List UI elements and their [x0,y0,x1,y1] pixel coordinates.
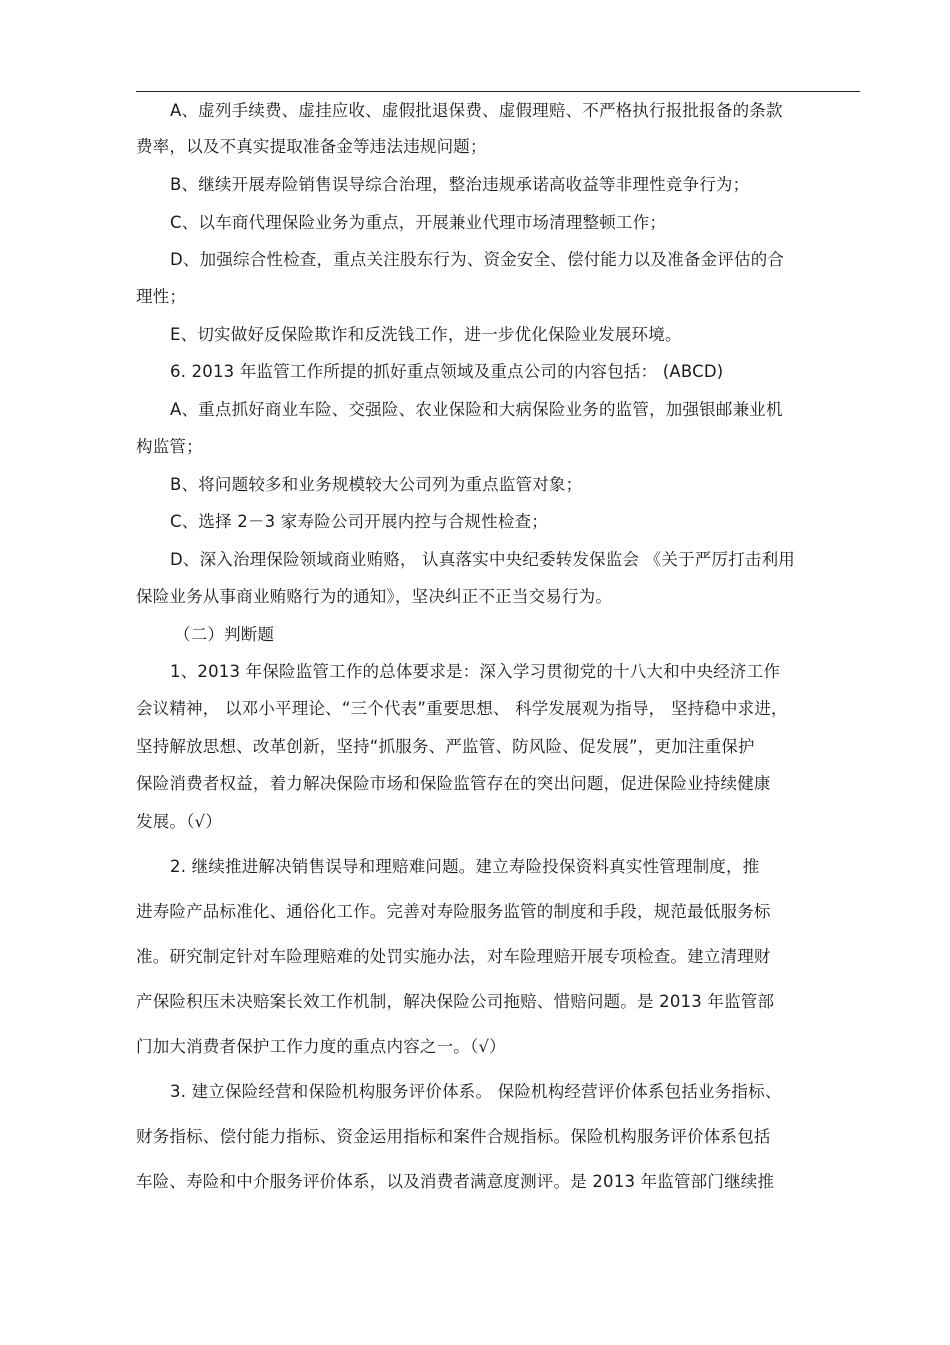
text-line: D、深入治理保险领域商业贿赂， 认真落实中央纪委转发保监会 《关于严厉打击利用 [170,550,795,569]
text-line: B、继续开展寿险销售误导综合治理，整治违规承诺高收益等非理性竞争行为； [170,175,750,194]
text-line: 财务指标、偿付能力指标、资金运用指标和案件合规指标。保险机构服务评价体系包括 [136,1127,771,1146]
question-line: 3. 建立保险经营和保险机构服务评价体系。 保险机构经营评价体系包括业务指标、 [170,1082,782,1101]
text-line: 发展。（√） [136,812,222,831]
text-line: 构监管； [136,437,203,456]
text-line: 进寿险产品标准化、通俗化工作。完善对寿险服务监管的制度和手段，规范最低服务标 [136,902,771,921]
question-line: 2. 继续推进解决销售误导和理赔难问题。建立寿险投保资料真实性管理制度，推 [170,857,760,876]
text-line: 坚持解放思想、改革创新，坚持“抓服务、严监管、防风险、促发展”，更加注重保护 [136,737,755,756]
question-line: 1、2013 年保险监管工作的总体要求是：深入学习贯彻党的十八大和中央经济工作 [170,662,781,681]
text-line: C、选择 2－3 家寿险公司开展内控与合规性检查； [170,512,549,531]
text-line: 理性； [136,287,187,306]
section-heading: （二）判断题 [174,625,275,644]
text-line: 车险、寿险和中介服务评价体系，以及消费者满意度测评。是 2013 年监管部门继续推 [136,1172,775,1191]
question-line: 6. 2013 年监管工作所提的抓好重点领域及重点公司的内容包括： (ABCD) [170,362,724,381]
header-rule [136,91,860,92]
text-line: 保险消费者权益，着力解决保险市场和保险监管存在的突出问题，促进保险业持续健康 [136,774,771,793]
text-line: C、以车商代理保险业务为重点，开展兼业代理市场清理整顿工作； [170,213,667,232]
text-line: 产保险积压未决赔案长效工作机制，解决保险公司拖赔、惜赔问题。是 2013 年监管部 [136,992,775,1011]
text-line: B、将问题较多和业务规模较大公司列为重点监管对象； [170,475,583,494]
text-line: 费率，以及不真实提取准备金等违法违规问题； [136,137,487,156]
text-line: A、重点抓好商业车险、交强险、农业保险和大病保险业务的监管，加强银邮兼业机 [170,400,783,419]
text-line: 门加大消费者保护工作力度的重点内容之一。（√） [136,1037,506,1056]
text-line: D、加强综合性检查，重点关注股东行为、资金安全、偿付能力以及准备金评估的合 [170,250,785,269]
text-line: E、切实做好反保险欺诈和反洗钱工作，进一步优化保险业发展环境。 [170,325,682,344]
text-line: 保险业务从事商业贿赂行为的通知》，坚决纠正不正当交易行为。 [136,587,613,606]
text-line: 会议精神， 以邓小平理论、“三个代表”重要思想、 科学发展观为指导， 坚持稳中求进， [136,699,788,718]
text-line: A、虚列手续费、虚挂应收、虚假批退保费、虚假理赔、不严格执行报批报备的条款 [170,101,783,120]
text-line: 准。研究制定针对车险理赔难的处罚实施办法，对车险理赔开展专项检查。建立清理财 [136,947,771,966]
